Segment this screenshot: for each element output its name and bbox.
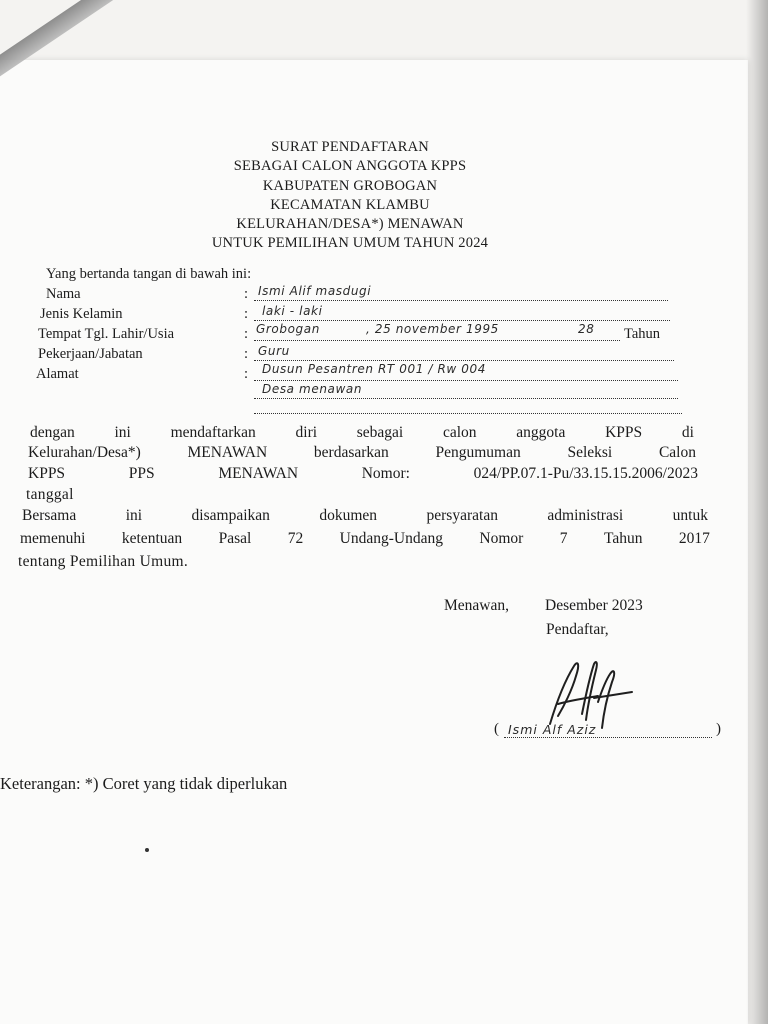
word: Undang-Undang	[339, 530, 443, 547]
word: Kelurahan/Desa*)	[28, 444, 141, 461]
word: mendaftarkan	[170, 424, 256, 441]
paragraph-line	[30, 424, 694, 442]
paragraph-line: tentang Pemilihan Umum.	[18, 553, 189, 570]
word: memenuhi	[20, 530, 86, 547]
word: untuk	[672, 507, 708, 524]
word: 7	[559, 530, 568, 547]
word: KPPS	[605, 424, 643, 441]
dotted-line	[254, 320, 670, 321]
page-edge-shadow	[746, 0, 768, 1024]
colon: :	[244, 346, 249, 362]
title-line: UNTUK PEMILIHAN UMUM TAHUN 2024	[211, 235, 489, 252]
open-paren: (	[494, 721, 499, 737]
word: Calon	[658, 444, 696, 461]
label-nama: Nama	[46, 286, 81, 302]
word: MENAWAN	[187, 444, 268, 461]
title-line: KECAMATAN KLAMBU	[270, 196, 430, 213]
label-jenis-kelamin: Jenis Kelamin	[40, 306, 123, 322]
colon: :	[244, 286, 249, 302]
word: ini	[125, 507, 143, 524]
value-ttl-place: Grobogan	[256, 322, 320, 336]
value-ttl-date: , 25 november 1995	[366, 322, 499, 336]
footnote: Keterangan: *) Coret yang tidak diperlukan	[0, 774, 288, 793]
dotted-line	[254, 380, 678, 381]
word: 2017	[678, 530, 710, 547]
colon: :	[244, 326, 249, 342]
label-alamat: Alamat	[36, 366, 79, 382]
word: Bersama	[22, 507, 77, 524]
signer-name-handwritten: Ismi Alf Aziz	[508, 722, 597, 737]
word: MENAWAN	[218, 465, 299, 482]
word: administrasi	[547, 507, 624, 524]
word: di	[681, 424, 694, 441]
closing-date: Desember 2023	[545, 597, 643, 614]
word: Tahun	[603, 530, 643, 547]
word: PPS	[128, 465, 155, 482]
word: 024/PP.07.1-Pu/33.15.15.2006/2023	[473, 465, 698, 482]
word: Nomor	[479, 530, 524, 547]
word: anggota	[516, 424, 566, 441]
paragraph-line	[22, 507, 708, 525]
word: diri	[295, 424, 318, 441]
title-line: KABUPATEN GROBOGAN	[262, 177, 438, 194]
dotted-line	[254, 300, 668, 301]
value-pekerjaan: Guru	[258, 344, 290, 358]
word: KPPS	[28, 465, 66, 482]
scan-speck	[145, 848, 149, 852]
title-line: SEBAGAI CALON ANGGOTA KPPS	[233, 158, 467, 175]
dotted-line	[254, 413, 682, 414]
close-paren: )	[716, 721, 721, 737]
word: disampaikan	[191, 507, 270, 524]
value-alamat-line1: Dusun Pesantren RT 001 / Rw 004	[262, 362, 486, 376]
dotted-line	[254, 360, 674, 361]
word: Pasal	[218, 530, 252, 547]
colon: :	[244, 366, 249, 382]
word: ini	[114, 424, 131, 441]
colon: :	[244, 306, 249, 322]
word: sebagai	[356, 424, 404, 441]
paragraph-line	[28, 465, 698, 483]
dotted-line	[254, 398, 678, 399]
label-ttl: Tempat Tgl. Lahir/Usia	[38, 326, 175, 342]
label-pekerjaan: Pekerjaan/Jabatan	[38, 346, 143, 362]
value-ttl-age: 28	[578, 322, 595, 336]
word: calon	[442, 424, 477, 441]
title-line: KELURAHAN/DESA*) MENAWAN	[236, 216, 464, 233]
closing-role: Pendaftar,	[546, 621, 609, 638]
paragraph-line	[28, 444, 696, 462]
paragraph-line: tanggal	[26, 486, 74, 503]
place-date	[444, 597, 643, 615]
word: Seleksi	[567, 444, 613, 461]
dotted-line	[254, 340, 620, 341]
title-line: SURAT PENDAFTARAN	[271, 139, 429, 155]
word: 72	[287, 530, 304, 547]
ttl-suffix: Tahun	[624, 326, 661, 342]
document-title	[150, 138, 550, 254]
form-intro: Yang bertanda tangan di bawah ini:	[46, 266, 252, 282]
word: berdasarkan	[313, 444, 389, 461]
word: Pengumuman	[435, 444, 521, 461]
word: ketentuan	[121, 530, 183, 547]
word: dengan	[30, 424, 75, 441]
closing-place: Menawan,	[444, 597, 509, 614]
value-alamat-line2: Desa menawan	[262, 382, 363, 396]
value-nama: Ismi Alif masdugi	[258, 284, 372, 298]
word: persyaratan	[426, 507, 498, 524]
word: dokumen	[319, 507, 378, 524]
value-jenis-kelamin: laki - laki	[262, 304, 323, 318]
dotted-line	[504, 737, 712, 738]
paragraph-line	[20, 530, 710, 548]
word: Nomor:	[361, 465, 410, 482]
